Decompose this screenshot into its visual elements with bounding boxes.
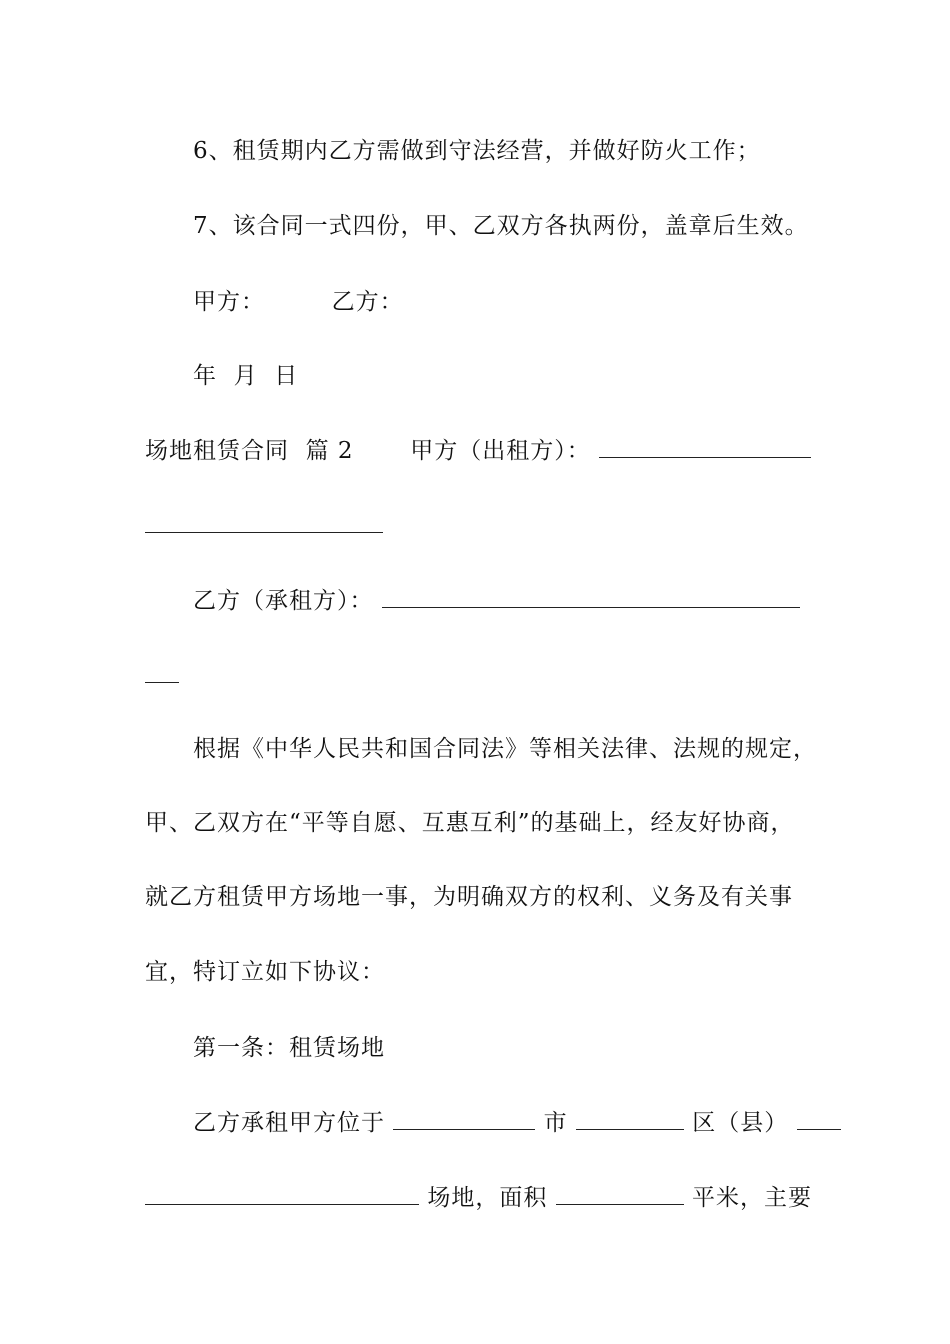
signature-parties (193, 287, 404, 317)
signature-date: 年 月 日 (193, 363, 299, 389)
lessee-label: 乙方（承租方）： (193, 588, 374, 614)
lessee-line (193, 585, 800, 616)
lessor-label: 甲方（出租方）： (410, 438, 591, 464)
article-1-title: 第一条：租赁场地 (193, 1035, 385, 1061)
blank-line (145, 660, 179, 683)
lessor-blank (599, 435, 811, 458)
clause-item-6: 6、租赁期内乙方需做到守法经营，并做好防火工作； (193, 138, 761, 164)
clause-item-7: 7、该合同一式四份，甲、乙双方各执两份，盖章后生效。 (193, 213, 809, 239)
blank-line (145, 510, 383, 533)
area-unit-label: 平米，主要 (691, 1185, 812, 1211)
article-1-line-2 (145, 1182, 812, 1213)
party-a-label: 甲方： (193, 289, 265, 315)
city-label: 市 (543, 1110, 568, 1136)
article-1-line-1 (193, 1107, 841, 1138)
party-b-label: 乙方： (331, 289, 404, 315)
district-blank (576, 1107, 684, 1130)
lessee-blank (382, 585, 800, 608)
section2-header (145, 435, 811, 466)
lessee-blank-continued (145, 660, 179, 691)
area-blank (556, 1182, 684, 1205)
preamble-line-3: 就乙方租赁甲方场地一事，为明确双方的权利、义务及有关事 (145, 884, 793, 910)
address-blank (797, 1107, 841, 1130)
venue-area-label: 场地，面积 (427, 1185, 548, 1211)
lessor-blank-continued (145, 510, 383, 541)
city-blank (393, 1107, 535, 1130)
venue-blank (145, 1182, 419, 1205)
location-prefix: 乙方承租甲方位于 (193, 1110, 385, 1136)
section-title: 场地租赁合同 篇 2 (145, 438, 354, 464)
district-label: 区（县） (692, 1110, 789, 1136)
preamble-line-4: 宜，特订立如下协议： (145, 959, 385, 985)
preamble-line-1: 根据《中华人民共和国合同法》等相关法律、法规的规定， (193, 736, 817, 762)
preamble-line-2: 甲、乙双方在“平等自愿、互惠互利”的基础上，经友好协商， (145, 810, 795, 836)
